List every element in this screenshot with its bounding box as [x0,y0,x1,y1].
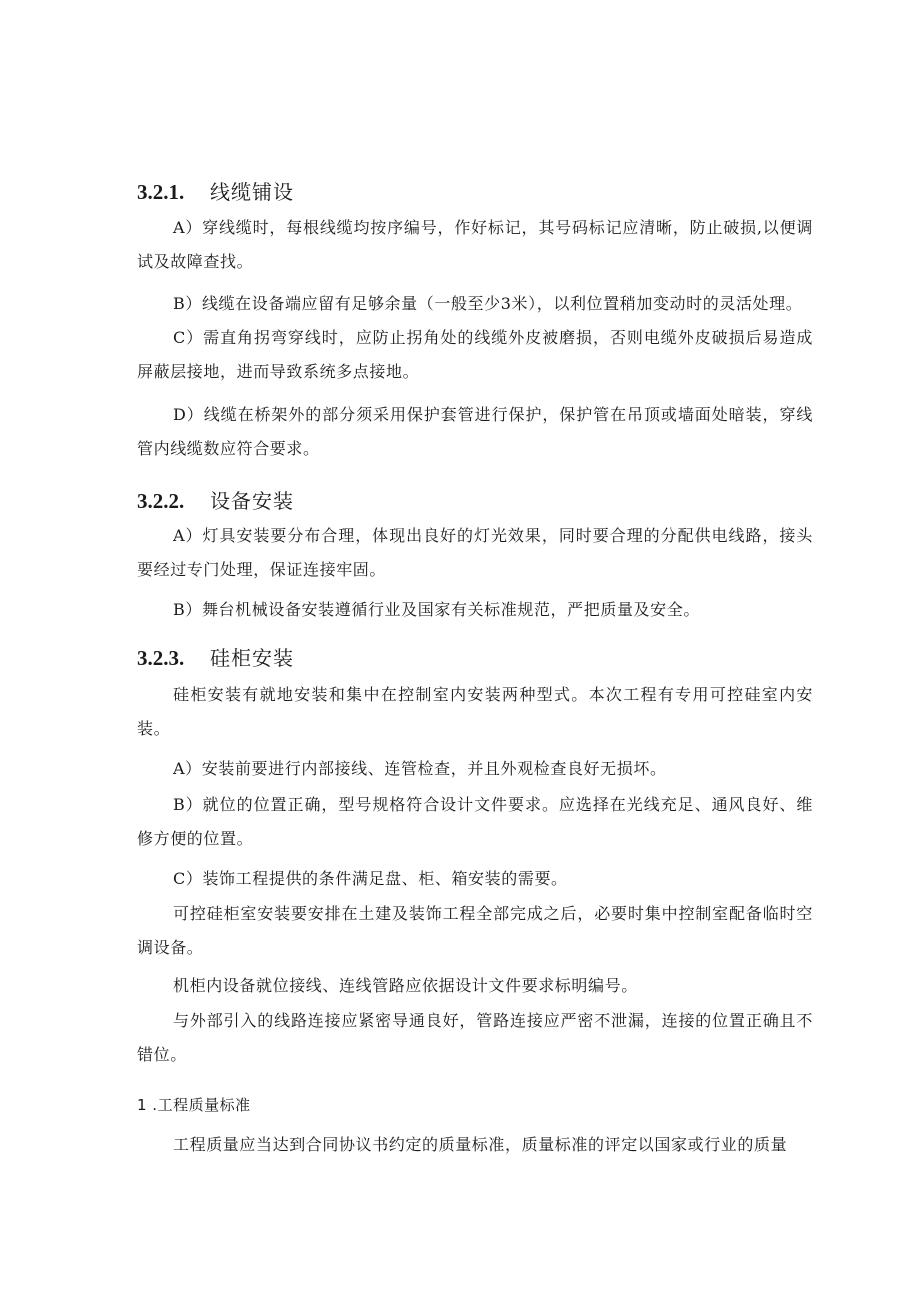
paragraph: A）灯具安装要分布合理，体现出良好的灯光效果，同时要合理的分配供电线路，接头要经过专门处理，保证连接牢固。 [137,526,813,579]
section-heading-3-2-1 [137,178,813,206]
section-number: 3.2.1. [137,180,185,204]
section-number: 3.2.3. [137,646,185,670]
paragraph: 硅柜安装有就地安装和集中在控制室内安装两种型式。本次工程有专用可控硅室内安装。 [137,685,813,738]
paragraph: B）舞台机械设备安装遵循行业及国家有关标准规范，严把质量及安全。 [173,600,700,619]
paragraph: B）就位的位置正确，型号规格符合设计文件要求。应选择在光线充足、通风良好、维修方便的位置。 [137,795,813,848]
paragraph: A）穿线缆时，每根线缆均按序编号，作好标记，其号码标记应清晰，防止破损,以便调试及故障查找。 [137,218,813,271]
paragraph: B）线缆在设备端应留有足够余量（一般至少3米），以利位置稍加变动时的灵活处理。 [173,294,803,313]
section-heading-3-2-2 [137,487,813,515]
section-title: 线缆铺设 [210,180,294,204]
paragraph: A）安装前要进行内部接线、连管检查，并且外观检查良好无损坏。 [173,759,667,778]
paragraph: C）需直角拐弯穿线时，应防止拐角处的线缆外皮被磨损，否则电缆外皮破损后易造成屏蔽层接地，进而导致系统多点接地。 [137,328,813,381]
paragraph: 机柜内设备就位接线、连线管路应依据设计文件要求标明编号。 [173,976,638,995]
section-title: 设备安装 [210,489,294,513]
section-title: 硅柜安装 [210,646,294,670]
section-heading-3-2-3 [137,644,813,672]
paragraph: 工程质量应当达到合同协议书约定的质量标准，质量标准的评定以国家或行业的质量 [173,1135,788,1154]
section-number: 3.2.2. [137,489,185,513]
paragraph: C）装饰工程提供的条件满足盘、柜、箱安装的需要。 [173,869,568,888]
quality-heading: 1 .工程质量标准 [137,1096,251,1114]
paragraph: 可控硅柜室安装要安排在土建及装饰工程全部完成之后，必要时集中控制室配备临时空调设备。 [137,904,813,957]
paragraph: 与外部引入的线路连接应紧密导通良好，管路连接应严密不泄漏，连接的位置正确且不错位。 [137,1011,813,1064]
paragraph: D）线缆在桥架外的部分须采用保护套管进行保护，保护管在吊顶或墙面处暗装，穿线管内线缆数应符合要求。 [137,405,813,458]
